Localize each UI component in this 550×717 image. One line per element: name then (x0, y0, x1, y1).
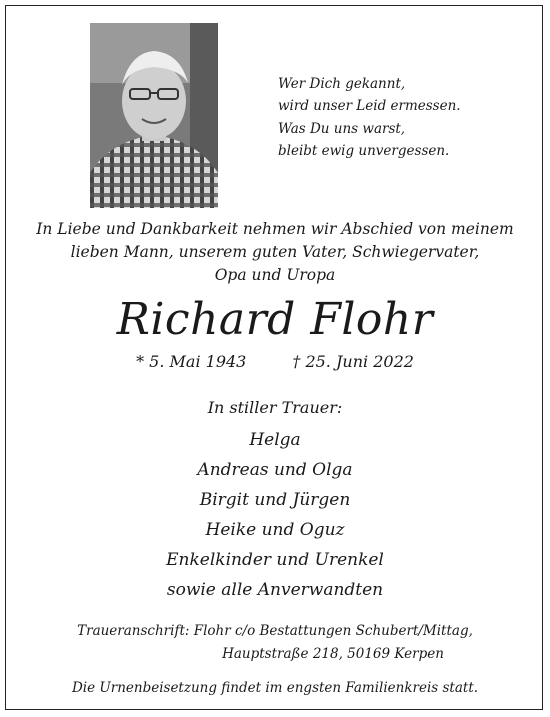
farewell-text (0, 218, 550, 287)
death-date: † 25. Juni 2022 (292, 352, 414, 371)
portrait-photo (90, 23, 218, 208)
mourner-entry: Andreas und Olga (197, 460, 353, 480)
life-dates (0, 350, 550, 374)
poem-line: Was Du uns warst, (278, 120, 406, 137)
farewell-line: lieben Mann, unserem guten Vater, Schwiegervater, (70, 243, 480, 261)
memorial-poem (278, 73, 508, 162)
funeral-note: Die Urnenbeisetzung findet im engsten Familienkreis statt. (71, 680, 479, 696)
deceased-name: Richard Flohr (116, 294, 434, 345)
address-line: Traueranschrift: Flohr c/o Bestattungen Schubert/Mittag, (77, 623, 473, 639)
birth-date: * 5. Mai 1943 (136, 352, 247, 371)
address-line: Hauptstraße 218, 50169 Kerpen (222, 646, 444, 662)
farewell-line: In Liebe und Dankbarkeit nehmen wir Abschied von meinem (36, 220, 514, 238)
mourner-entry: Birgit und Jürgen (199, 490, 351, 510)
poem-line: Wer Dich gekannt, (278, 76, 406, 92)
mourner-entry: Helga (249, 430, 301, 450)
poem-line: wird unser Leid ermessen. (278, 98, 461, 115)
mourner-entry: sowie alle Anverwandten (166, 580, 384, 600)
mourners-list (0, 425, 550, 605)
mourner-entry: Enkelkinder und Urenkel (166, 550, 384, 570)
mourning-label: In stiller Trauer: (207, 398, 343, 417)
mourning-address (0, 620, 550, 666)
farewell-line: Opa und Uropa (214, 266, 336, 284)
portrait-photo-image (90, 23, 218, 208)
mourner-entry: Heike und Oguz (205, 520, 345, 540)
poem-line: bleibt ewig unvergessen. (278, 142, 450, 159)
